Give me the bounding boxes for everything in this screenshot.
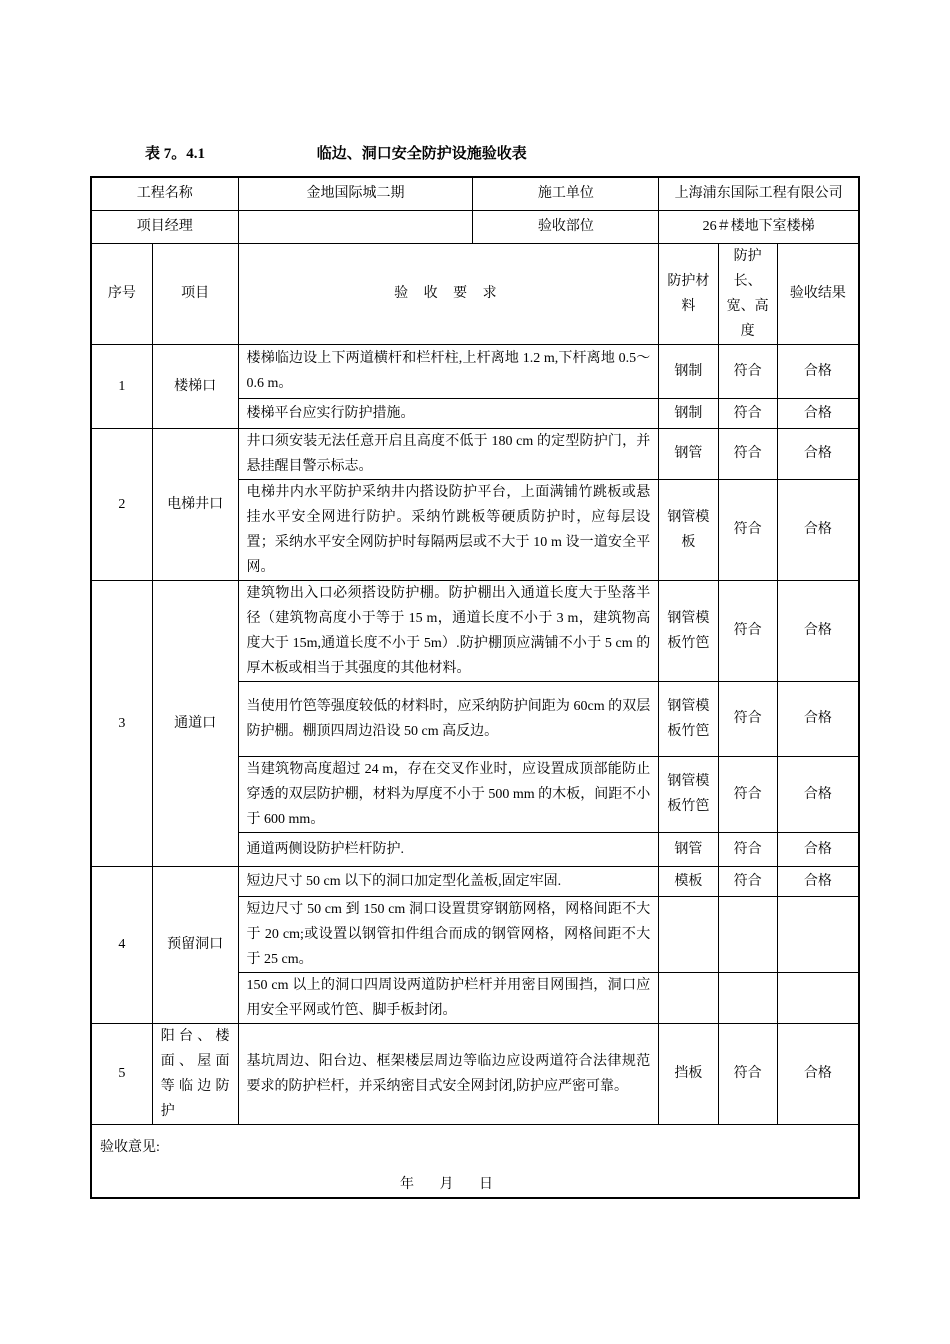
row-item: 预留洞口: [152, 866, 238, 1023]
row-result: 合格: [777, 344, 859, 398]
row-requirement: 建筑物出入口必须搭设防护棚。防护棚出入通道长度大于坠落半径（建筑物高度小于等于 15 m，通道长度不小于 3 m，建筑物高度大于 15m,通道长度不小于 5m）.防护棚顶应满铺不小于 5 cm 的厚木板或相当于其强度的其他材料。: [238, 580, 659, 681]
row-result: 合格: [777, 428, 859, 479]
row-size: 符合: [718, 681, 777, 756]
row-size: 符合: [718, 344, 777, 398]
col-requirement: 验 收 要 求: [238, 243, 659, 344]
row-seq: 1: [91, 344, 152, 428]
manager-value: [238, 210, 473, 243]
row-result: 合格: [777, 580, 859, 681]
part-label: 验收部位: [473, 210, 659, 243]
row-material: 钢管模板竹笆: [659, 681, 718, 756]
col-seq: 序号: [91, 243, 152, 344]
col-item: 项目: [152, 243, 238, 344]
row-result: [777, 896, 859, 972]
table-number: 表 7。4.1: [145, 146, 206, 162]
row-size: 符合: [718, 866, 777, 896]
row-requirement: 电梯井内水平防护采纳井内搭设防护平台，上面满铺竹跳板或悬挂水平安全网进行防护。采纳竹跳板等硬质防护时，应每层设置；采纳水平安全网防护时每隔两层或不大于 10 m 设一道安全平网。: [238, 479, 659, 580]
month-label: 月: [439, 1176, 456, 1192]
page-title: 临边、洞口安全防护设施验收表: [316, 146, 527, 162]
row-result: 合格: [777, 832, 859, 866]
row-material: 模板: [659, 866, 718, 896]
row-item: 楼梯口: [152, 344, 238, 428]
table-row: [91, 344, 859, 398]
row-item: 阳台、楼面、屋面等临边防护: [152, 1023, 238, 1124]
row-material: 钢制: [659, 398, 718, 428]
project-name-value: 金地国际城二期: [238, 177, 473, 210]
col-size: 防护长、宽、高度: [718, 243, 777, 344]
row-requirement: 当使用竹笆等强度较低的材料时，应采纳防护间距为 60cm 的双层防护棚。棚顶四周边沿设 50 cm 高反边。: [238, 681, 659, 756]
row-result: 合格: [777, 681, 859, 756]
row-seq: 4: [91, 866, 152, 1023]
row-material: 钢制: [659, 344, 718, 398]
row-material: 钢管模板: [659, 479, 718, 580]
row-seq: 2: [91, 428, 152, 580]
row-material: 挡板: [659, 1023, 718, 1124]
row-material: 钢管: [659, 428, 718, 479]
col-result: 验收结果: [777, 243, 859, 344]
manager-label: 项目经理: [91, 210, 238, 243]
column-header-row: [91, 243, 859, 344]
row-requirement: 当建筑物高度超过 24 m，存在交叉作业时，应设置成顶部能防止穿透的双层防护棚，材料为厚度不小于 500 mm 的木板，间距不小于 600 mm。: [238, 756, 659, 832]
row-requirement: 楼梯临边设上下两道横杆和栏杆柱,上杆离地 1.2 m,下杆离地 0.5～0.6 m。: [238, 344, 659, 398]
row-size: [718, 972, 777, 1023]
row-material: 钢管: [659, 832, 718, 866]
row-requirement: 基坑周边、阳台边、框架楼层周边等临边应设两道符合法律规范要求的防护栏杆，并采纳密目式安全网封闭,防护应严密可靠。: [238, 1023, 659, 1124]
row-size: 符合: [718, 479, 777, 580]
row-material: 钢管模板竹笆: [659, 756, 718, 832]
row-size: 符合: [718, 428, 777, 479]
row-requirement: 楼梯平台应实行防护措施。: [238, 398, 659, 428]
opinion-row: [91, 1124, 859, 1198]
col-material: 防护材料: [659, 243, 718, 344]
info-row-1: [91, 177, 859, 210]
year-label: 年: [400, 1176, 416, 1192]
project-name-label: 工程名称: [91, 177, 238, 210]
row-requirement: 150 cm 以上的洞口四周设两道防护栏杆并用密目网围挡，洞口应用安全平网或竹笆、脚手板封闭。: [238, 972, 659, 1023]
row-size: [718, 896, 777, 972]
info-row-2: [91, 210, 859, 243]
row-item: 电梯井口: [152, 428, 238, 580]
row-material: 钢管模板竹笆: [659, 580, 718, 681]
row-size: 符合: [718, 832, 777, 866]
row-item: 通道口: [152, 580, 238, 866]
table-row: [91, 1023, 859, 1124]
row-requirement: 井口须安装无法任意开启且高度不低于 180 cm 的定型防护门，并悬挂醒目警示标志。: [238, 428, 659, 479]
contractor-value: 上海浦东国际工程有限公司: [659, 177, 859, 210]
table-row: [91, 580, 859, 681]
row-size: 符合: [718, 398, 777, 428]
part-value: 26＃楼地下室楼梯: [659, 210, 859, 243]
row-material: [659, 896, 718, 972]
row-size: 符合: [718, 580, 777, 681]
acceptance-form-table: [90, 176, 860, 1199]
row-result: 合格: [777, 398, 859, 428]
table-row: [91, 866, 859, 896]
row-requirement: 短边尺寸 50 cm 以下的洞口加定型化盖板,固定牢固.: [238, 866, 659, 896]
row-result: 合格: [777, 479, 859, 580]
row-result: 合格: [777, 1023, 859, 1124]
row-size: 符合: [718, 756, 777, 832]
table-row: [91, 428, 859, 479]
row-size: 符合: [718, 1023, 777, 1124]
row-requirement: 短边尺寸 50 cm 到 150 cm 洞口设置贯穿钢筋网格，网格间距不大于 20 cm;或设置以钢管扣件组合而成的钢管网格，网格间距不大于 25 cm。: [238, 896, 659, 972]
row-seq: 3: [91, 580, 152, 866]
contractor-label: 施工单位: [473, 177, 659, 210]
row-result: 合格: [777, 866, 859, 896]
row-requirement: 通道两侧设防护栏杆防护.: [238, 832, 659, 866]
day-label: 日: [479, 1176, 495, 1192]
row-material: [659, 972, 718, 1023]
document-header: [145, 142, 527, 163]
row-result: 合格: [777, 756, 859, 832]
date-line: [100, 1172, 848, 1197]
row-result: [777, 972, 859, 1023]
row-seq: 5: [91, 1023, 152, 1124]
opinion-cell: [91, 1124, 859, 1198]
opinion-label: 验收意见:: [100, 1139, 160, 1155]
